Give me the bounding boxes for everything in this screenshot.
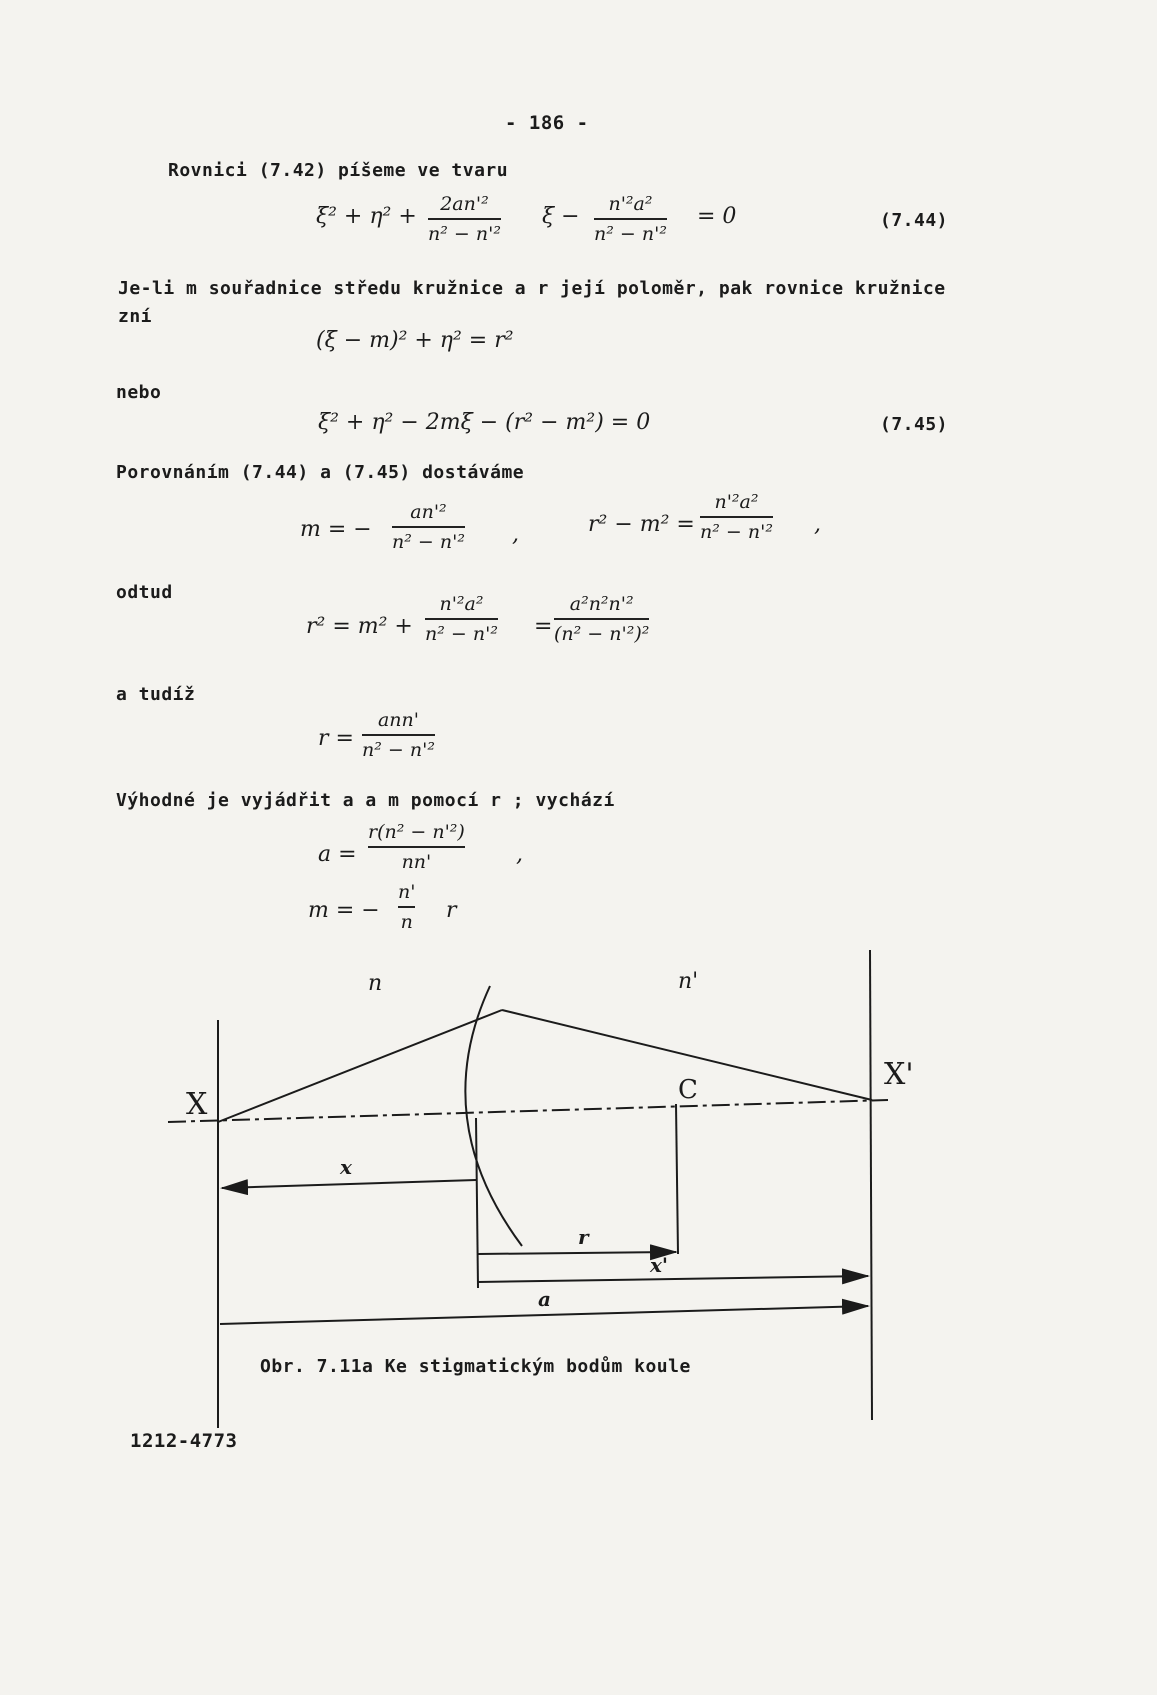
fraction-bar [554,618,649,620]
a-num: r(n² − n'²) [368,821,465,843]
eq745-label: (7.45) [880,414,949,435]
porovnanim-text: Porovnáním (7.44) a (7.45) dostáváme [116,462,525,483]
a-lhs: a = [318,842,357,867]
center-vertical [676,1104,678,1254]
arrow-x-prime [478,1276,868,1282]
m-fraction [392,500,465,554]
r2-f1-num: n'²a² [439,593,484,615]
r2-fraction-2 [554,592,649,646]
r2-f1-den: n² − n'² [425,623,498,645]
spherical-surface [465,986,522,1246]
fraction-bar [700,516,773,518]
eq744-fraction-2 [594,192,667,246]
r2m2-den: n² − n'² [700,521,773,543]
stigmatic-points-figure [160,969,1030,1460]
r-num: ann' [377,709,419,731]
r-fraction [362,708,435,762]
vertex-vertical [476,1118,478,1288]
r2m2-fraction [700,490,773,544]
fraction-bar [594,218,667,220]
fraction-bar [398,906,415,908]
label-n-prime: n' [678,969,699,994]
eq744-label: (7.44) [880,210,949,231]
label-x: x [340,1155,352,1179]
comma: , [516,842,523,867]
fraction-bar [428,218,501,220]
m2-den: n [400,911,413,933]
fraction-bar [362,734,435,736]
jeli-text: Je-li m souřadnice středu kružnice a r její poloměr, pak rovnice kružnice [118,278,946,299]
a-den: nn' [401,851,432,873]
vyhodne-text: Výhodné je vyjádřit a a m pomocí r ; vychází [116,790,615,811]
a-fraction [368,820,465,874]
m-lhs: m = − [300,517,372,542]
comma: , [814,512,821,537]
label-C: C [678,1075,698,1105]
footer-code: 1212-4773 [130,1430,238,1452]
r-den: n² − n'² [362,739,435,761]
eq744-mid: ξ − [542,204,580,229]
arrow-x [222,1180,476,1188]
circle-equation: (ξ − m)² + η² = r² [316,328,514,353]
label-a: a [538,1287,551,1311]
r2-fraction-1 [425,592,498,646]
eq744-f2-num: n'²a² [608,193,653,215]
eq744-f2-den: n² − n'² [594,223,667,245]
r2-f2-den: (n² − n'²)² [554,623,650,645]
m-num: an'² [410,501,447,523]
intro-text: Rovnici (7.42) píšeme ve tvaru [168,160,509,181]
fraction-bar [392,526,465,528]
zni-text: zní [118,306,153,327]
odtud-text: odtud [116,582,173,603]
r2-lhs: r² = m² + [306,614,413,639]
label-X: X [186,1087,208,1122]
m2-fraction [398,880,415,934]
optical-axis [168,1100,888,1122]
a-tudiz-text: a tudíž [116,684,196,705]
figure-caption: Obr. 7.11a Ke stigmatickým bodům koule [260,1356,691,1377]
nebo-text: nebo [116,382,162,403]
comma: , [512,522,519,547]
eq744-lhs: ξ² + η² + [316,204,417,229]
eq745-equation: ξ² + η² − 2mξ − (r² − m²) = 0 [318,410,651,435]
eq744-rhs: = 0 [697,204,737,229]
label-r: r [578,1225,589,1249]
r2-f2-num: a²n²n'² [569,593,634,615]
r-lhs: r = [318,726,354,751]
r2m2-num: n'²a² [714,491,759,513]
eq744-f1-den: n² − n'² [428,223,501,245]
r2-eq: = [534,614,553,639]
label-X-prime: X' [884,1057,914,1092]
r2m2-lhs: r² − m² = [588,512,695,537]
eq744-f1-num: 2an'² [440,193,489,215]
m2-lhs: m = − [308,898,380,923]
right-vertical-line [870,950,872,1420]
eq744-fraction-1 [428,192,501,246]
label-x-prime: x' [650,1253,669,1277]
fraction-bar [425,618,498,620]
m2-num: n' [398,881,416,903]
label-n: n [368,971,383,996]
page-number: - 186 - [505,112,589,134]
ray-left [218,1010,502,1122]
m-den: n² − n'² [392,531,465,553]
fraction-bar [368,846,465,848]
arrow-r [478,1252,676,1254]
m2-rhs: r [446,898,457,923]
